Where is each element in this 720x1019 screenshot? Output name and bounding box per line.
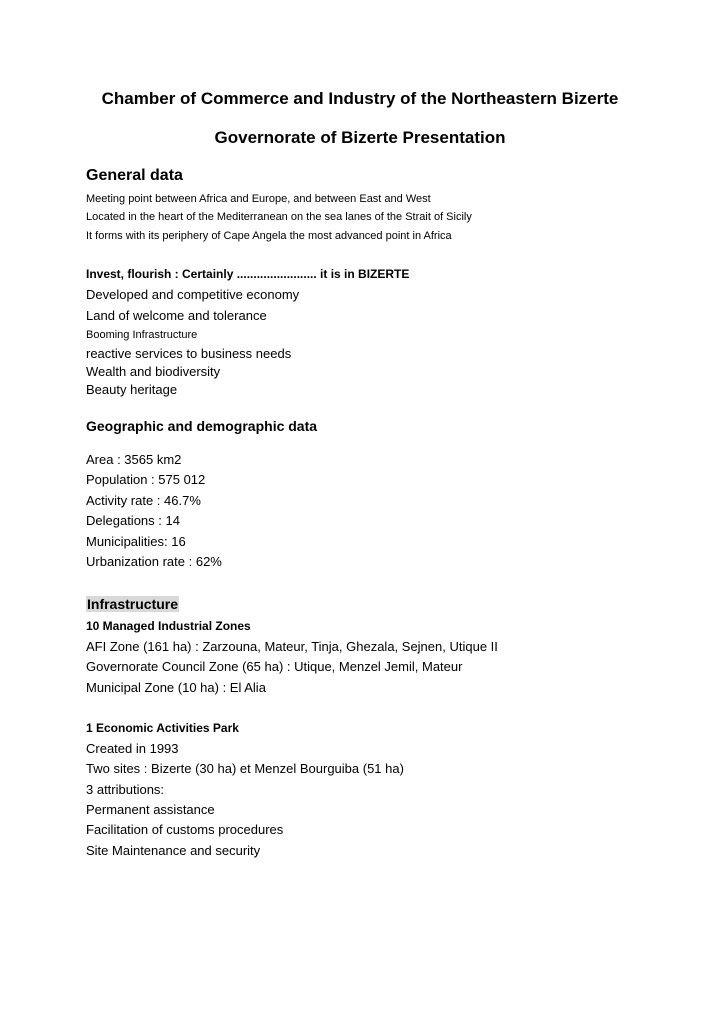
general-line: Meeting point between Africa and Europe, and between East and West bbox=[86, 193, 431, 205]
invest-item: Land of welcome and tolerance bbox=[86, 308, 267, 323]
geo-item: Urbanization rate : 62% bbox=[86, 554, 222, 569]
park-item: Facilitation of customs procedures bbox=[86, 822, 284, 837]
invest-item: Beauty heritage bbox=[86, 382, 178, 397]
park-item: 3 attributions: bbox=[86, 782, 165, 797]
park-item: Site Maintenance and security bbox=[86, 843, 261, 858]
infrastructure-heading bbox=[86, 596, 179, 612]
park-item: Created in 1993 bbox=[86, 741, 179, 756]
invest-heading: Invest, flourish : Certainly ........................ it is in BIZERTE bbox=[86, 267, 410, 281]
zone-item: Governorate Council Zone (65 ha) : Utique, Menzel Jemil, Mateur bbox=[86, 659, 463, 674]
general-data-heading: General data bbox=[86, 167, 183, 184]
zone-item: AFI Zone (161 ha) : Zarzouna, Mateur, Tinja, Ghezala, Sejnen, Utique II bbox=[86, 639, 498, 654]
geo-item: Municipalities: 16 bbox=[86, 534, 186, 549]
general-line: Located in the heart of the Mediterranean on the sea lanes of the Strait of Sicily bbox=[86, 211, 472, 223]
park-item: Two sites : Bizerte (30 ha) et Menzel Bourguiba (51 ha) bbox=[86, 761, 404, 776]
geo-item: Delegations : 14 bbox=[86, 513, 180, 528]
geo-item: Activity rate : 46.7% bbox=[86, 493, 201, 508]
geo-item: Population : 575 012 bbox=[86, 472, 206, 487]
invest-item: Wealth and biodiversity bbox=[86, 364, 221, 379]
general-line: It forms with its periphery of Cape Angela the most advanced point in Africa bbox=[86, 230, 452, 242]
invest-item: Developed and competitive economy bbox=[86, 287, 300, 302]
park-heading: 1 Economic Activities Park bbox=[86, 721, 239, 735]
invest-item: Booming Infrastructure bbox=[86, 329, 198, 341]
geo-item: Area : 3565 km2 bbox=[86, 452, 182, 467]
document-subtitle: Governorate of Bizerte Presentation bbox=[214, 128, 506, 147]
infrastructure-heading-text: Infrastructure bbox=[87, 596, 179, 612]
zone-item: Municipal Zone (10 ha) : El Alia bbox=[86, 680, 266, 695]
zones-heading: 10 Managed Industrial Zones bbox=[86, 619, 251, 633]
document-title: Chamber of Commerce and Industry of the Northeastern Bizerte bbox=[101, 89, 619, 108]
park-item: Permanent assistance bbox=[86, 802, 215, 817]
geo-heading: Geographic and demographic data bbox=[86, 418, 318, 434]
invest-item: reactive services to business needs bbox=[86, 346, 292, 361]
